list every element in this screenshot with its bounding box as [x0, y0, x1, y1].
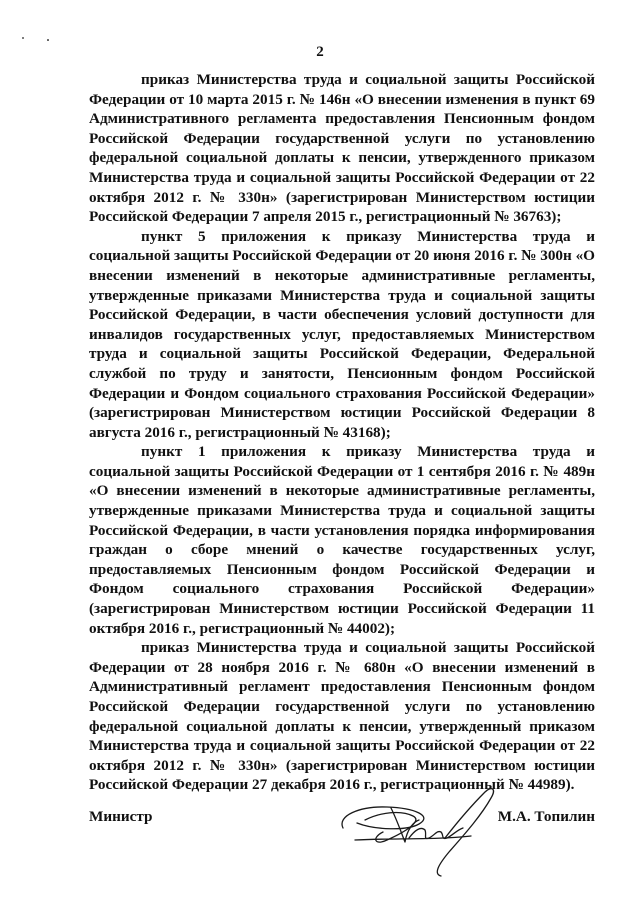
paragraph-order-146n: приказ Министерства труда и социальной защиты Российской Федерации от 10 марта 2015 г. № 146н «О внесении изменения в пункт 69 Административного регламента предоставления Пенсионным фондом Российской Федерации государственной услуги по установлению федеральной социальной доплаты к пенсии, утвержденного приказом Министерства труда и социальной защиты Российской Федерации от 22 октября 2012 г. № 330н» (зарегистрирован Министерством юстиции Российской Федерации 7 апреля 2015 г., регистрационный № 36763); [89, 71, 595, 226]
paragraph-order-489n: пункт 1 приложения к приказу Министерства труда и социальной защиты Российской Федерации от 1 сентября 2016 г. № 489н «О внесении изменений в некоторые административные регламенты, утвержденные приказами Министерства труда и социальной защиты Российской Федерации, в части установления порядка информирования граждан о сборе мнений о качестве государственных услуг, предоставляемых Пенсионным фондом Российской Федерации и Фондом социального страхования Российской Федерации» (зарегистрирован Министерством юстиции Российской Федерации 11 октября 2016 г., регистрационный № 44002); [89, 443, 595, 637]
signature-block [89, 808, 595, 828]
signer-title: Министр [89, 808, 153, 825]
paragraph-order-680n: приказ Министерства труда и социальной защиты Российской Федерации от 28 ноября 2016 г. № 680н «О внесении изменений в Административный регламент предоставления Пенсионным фондом Российской Федерации государственной услуги по установлению федеральной социальной доплаты к пенсии, утвержденный приказом Министерства труда и социальной защиты Российской Федерации от 22 октября 2012 г. № 330н» (зарегистрирован Министерством юстиции Российской Федерации 27 декабря 2016 г., регистрационный № 44989). [89, 639, 595, 794]
signer-name: М.А. Топилин [497, 808, 595, 825]
document-body [89, 70, 595, 795]
page-number: 2 [316, 44, 324, 60]
scan-speck [47, 39, 49, 41]
scan-speck [22, 37, 24, 39]
paragraph-order-300n: пункт 5 приложения к приказу Министерства труда и социальной защиты Российской Федерации от 20 июня 2016 г. № 300н «О внесении изменений в некоторые административные регламенты, утвержденные приказами Министерства труда и социальной защиты Российской Федерации, в части обеспечения условий доступности для инвалидов государственных услуг, предоставляемых Министерством труда и социальной защиты Российской Федерации, Федеральной службой по труду и занятости, Пенсионным фондом Российской Федерации и Фондом социального страхования Российской Федерации» (зарегистрирован Министерством юстиции Российской Федерации 8 августа 2016 г., регистрационный № 43168); [89, 227, 595, 441]
handwritten-signature [335, 780, 515, 880]
